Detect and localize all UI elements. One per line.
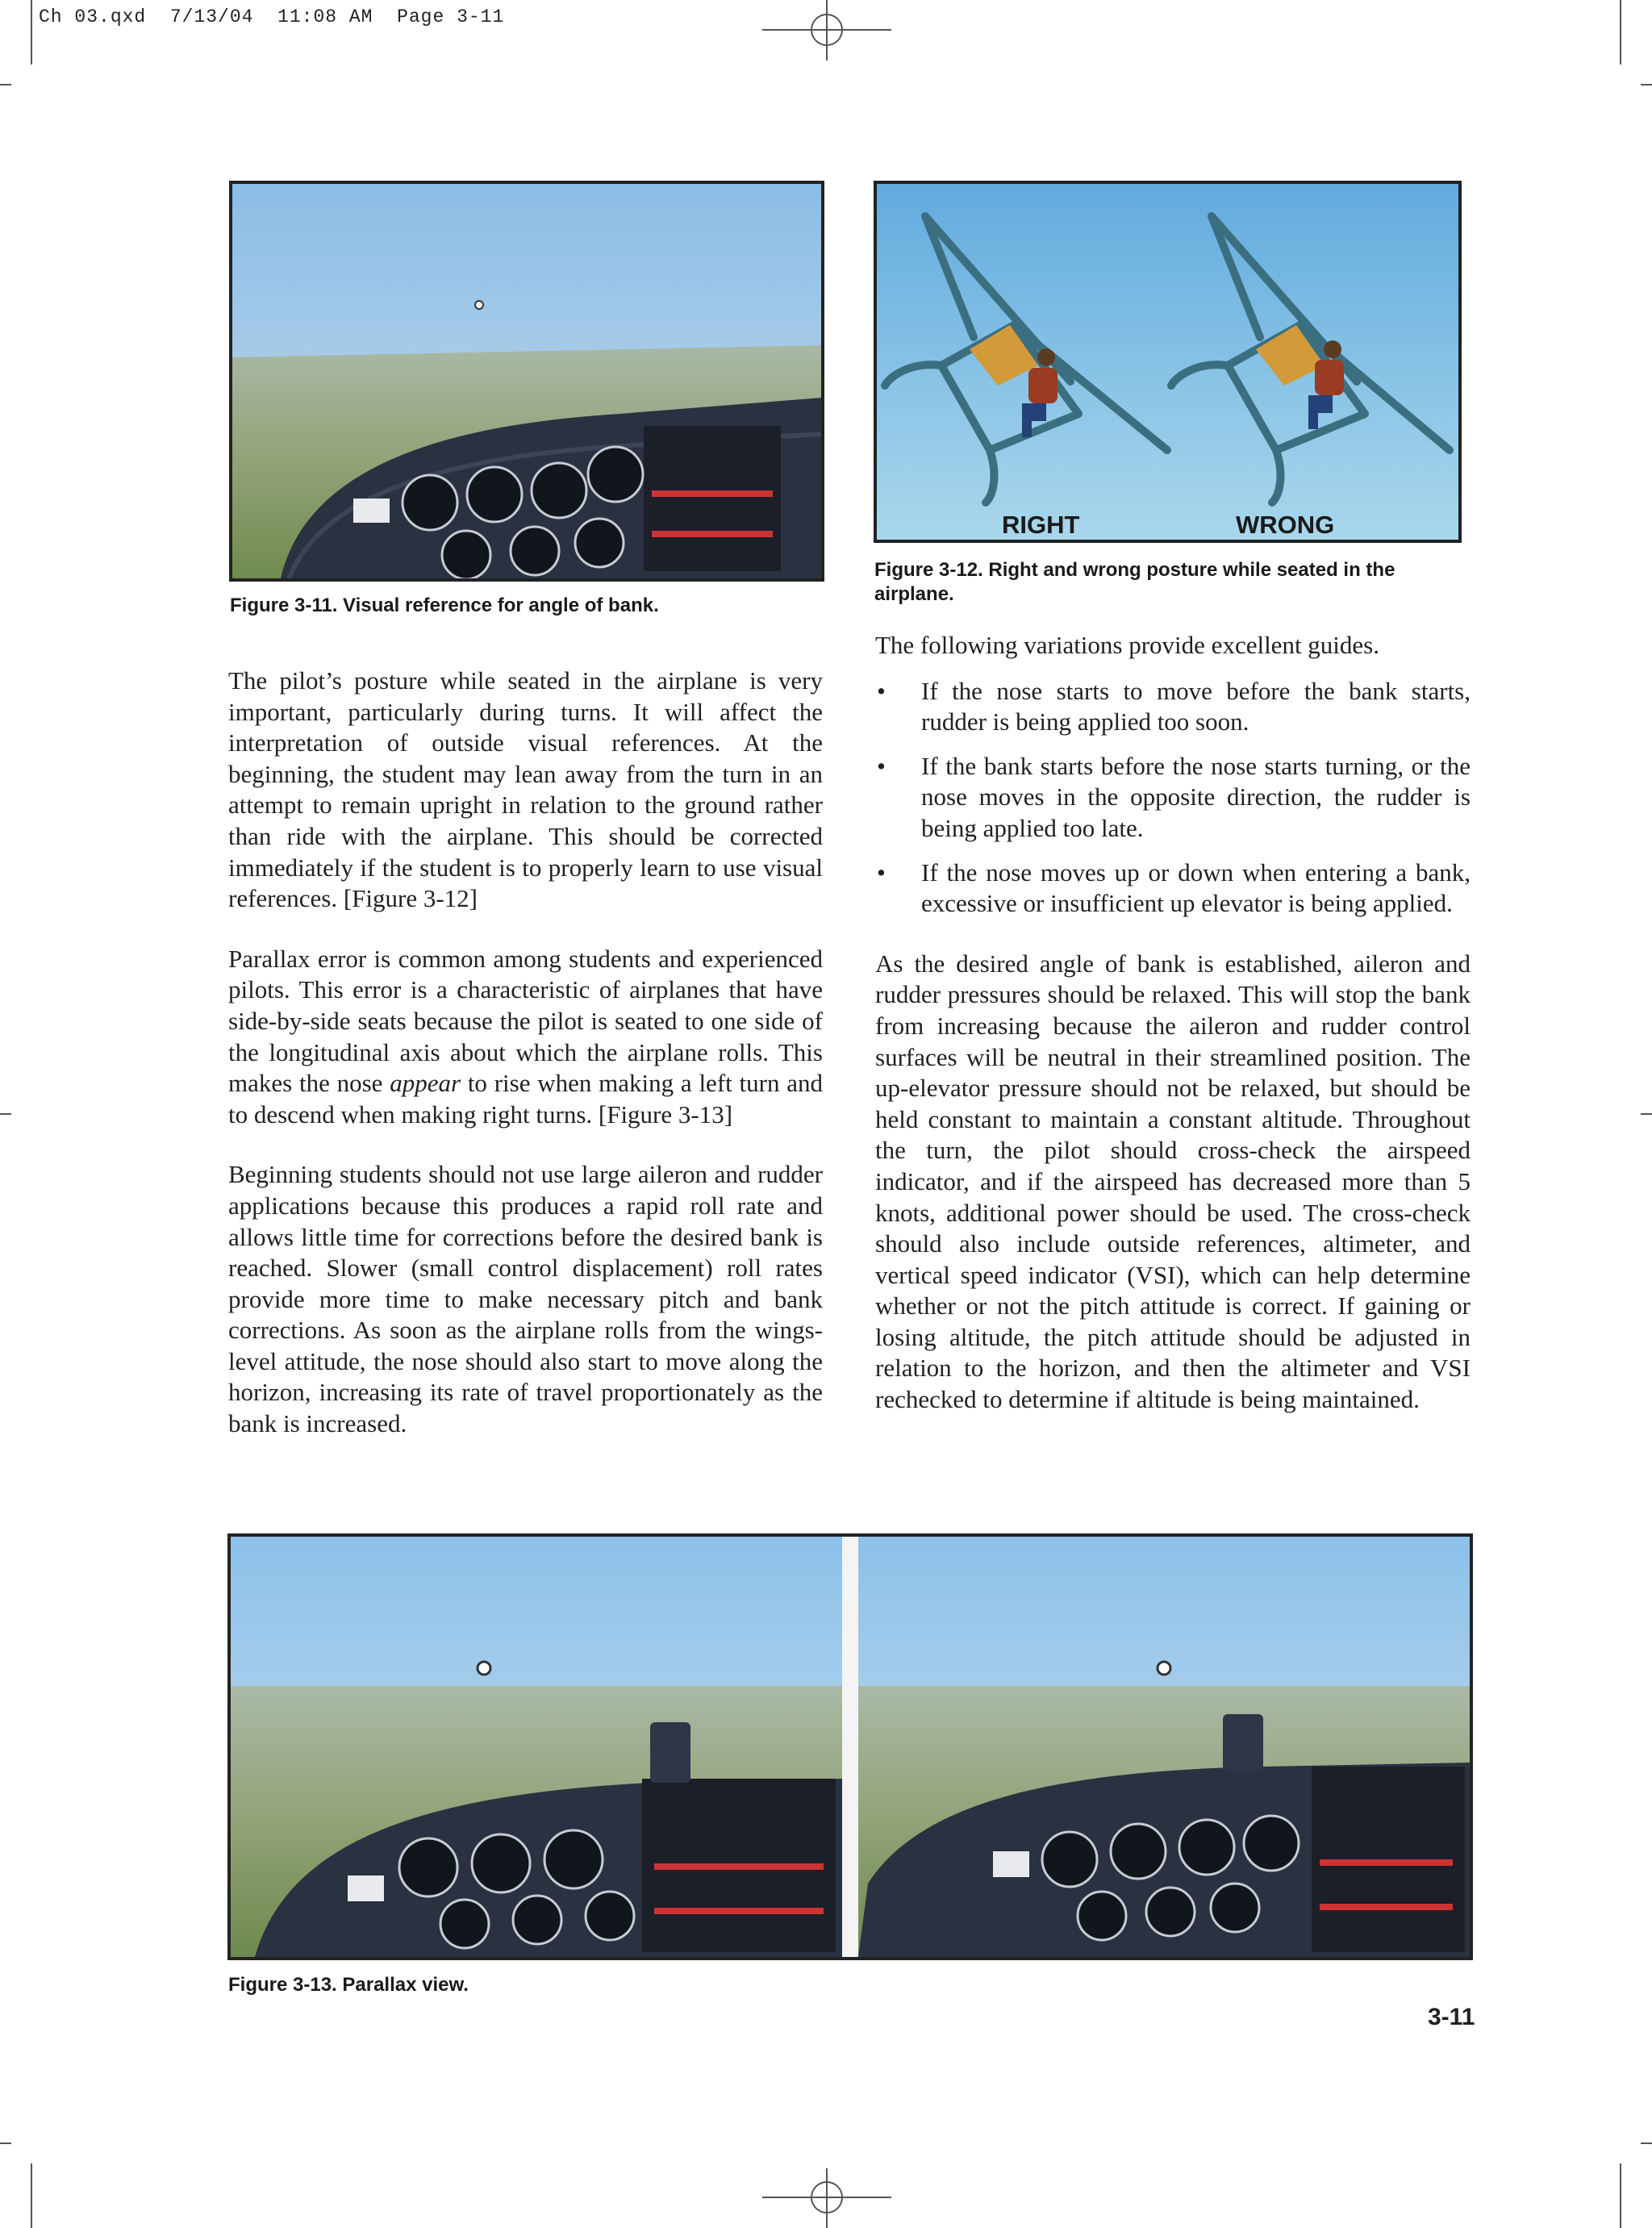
list-item: • If the bank starts before the nose starts turning, or the nose moves in the opposite direction, the rudder is being applied too late. (875, 751, 1471, 845)
figure-3-11-caption: Figure 3-11. Visual reference for angle of bank. (230, 595, 659, 616)
crop-mark (0, 84, 11, 86)
crop-mark (1620, 0, 1621, 65)
figure-3-13-caption: Figure 3-13. Parallax view. (228, 1974, 469, 1996)
paragraph-posture: The pilot’s posture while seated in the airplane is very important, particularly during turns. It will affect the interpretation of outside visual references. At the beginning, the student may lean away from the turn in an attempt to remain upright in relation to the ground rather than ride with the airplane. This should be corrected immediately if the student is to properly learn to use visual references. [Figure 3-12] (228, 666, 823, 913)
crop-mark (1620, 2163, 1621, 2228)
paragraph-parallax: Parallax error is common among students and experienced pilots. This error is a characteristic of airplanes that have side-by-side seats because the pilot is seated to one side of the longitudinal axis about which the airplane rolls. This makes the nose appear to rise when making a left turn and to descend when making right turns. [Figure 3-13] (228, 944, 823, 1129)
crop-mark (31, 0, 32, 65)
figure-3-12-diagram (874, 181, 1462, 543)
crop-mark (0, 1113, 11, 1115)
figure-3-11-photo (229, 181, 824, 582)
page-number: 3-11 (1428, 2004, 1475, 2030)
left-column (228, 665, 823, 1469)
label-right: RIGHT (1002, 511, 1080, 539)
paragraph-desired-bank: As the desired angle of bank is established, aileron and rudder pressures should be relaxed. This will stop the bank from increasing because the aileron and rudder control surfaces will be neutral in their streamlined position. The up-elevator pressure should not be relaxed, but should be held constant to maintain a constant altitude. Throughout the turn, the pilot should cross-check the airspeed indicator, and if the airspeed has decreased more than 5 knots, additional power should be used. The cross-check should also include outside references, altimeter, and vertical speed indicator (VSI), which can help determine whether or not the pitch attitude is correct. If gaining or losing altitude, the pitch attitude should be adjusted in relation to the horizon, and then the altimeter and VSI rechecked to determine if altitude is being maintained. (875, 949, 1471, 1414)
parallax-right-view (858, 1537, 1470, 1957)
label-wrong: WRONG (1236, 511, 1335, 539)
figure-3-12-caption: Figure 3-12. Right and wrong posture while seated in the airplane. (874, 559, 1395, 605)
variations-list (875, 676, 1471, 920)
crop-mark (0, 2142, 11, 2144)
figure-3-13-photo (227, 1533, 1473, 1960)
parallax-left-view (231, 1537, 842, 1957)
crop-mark (1641, 84, 1652, 86)
crop-mark (1641, 2142, 1652, 2144)
crop-mark (1641, 1113, 1652, 1115)
registration-mark-bottom (762, 2168, 891, 2228)
crop-mark (31, 2163, 32, 2228)
list-item: • If the nose starts to move before the bank starts, rudder is being applied too soon. (875, 676, 1471, 738)
registration-mark-top (762, 0, 891, 65)
paragraph-variations-intro: The following variations provide excellent guides. (875, 631, 1379, 659)
file-slug: Ch 03.qxd 7/13/04 11:08 AM Page 3-11 (39, 6, 505, 27)
list-item: • If the nose moves up or down when entering a bank, excessive or insufficient up elevator is being applied. (875, 857, 1471, 920)
right-column (875, 630, 1471, 1445)
paragraph-beginning-students: Beginning students should not use large aileron and rudder applications because this produces a rapid roll rate and allows little time for corrections before the desired bank is reached. Slower (small control displacement) roll rates provide more time to make necessary pitch and bank corrections. As soon as the airplane rolls from the wings-level attitude, the nose should also start to move along the horizon, increasing its rate of travel proportionately as the bank is increased. (228, 1160, 823, 1438)
